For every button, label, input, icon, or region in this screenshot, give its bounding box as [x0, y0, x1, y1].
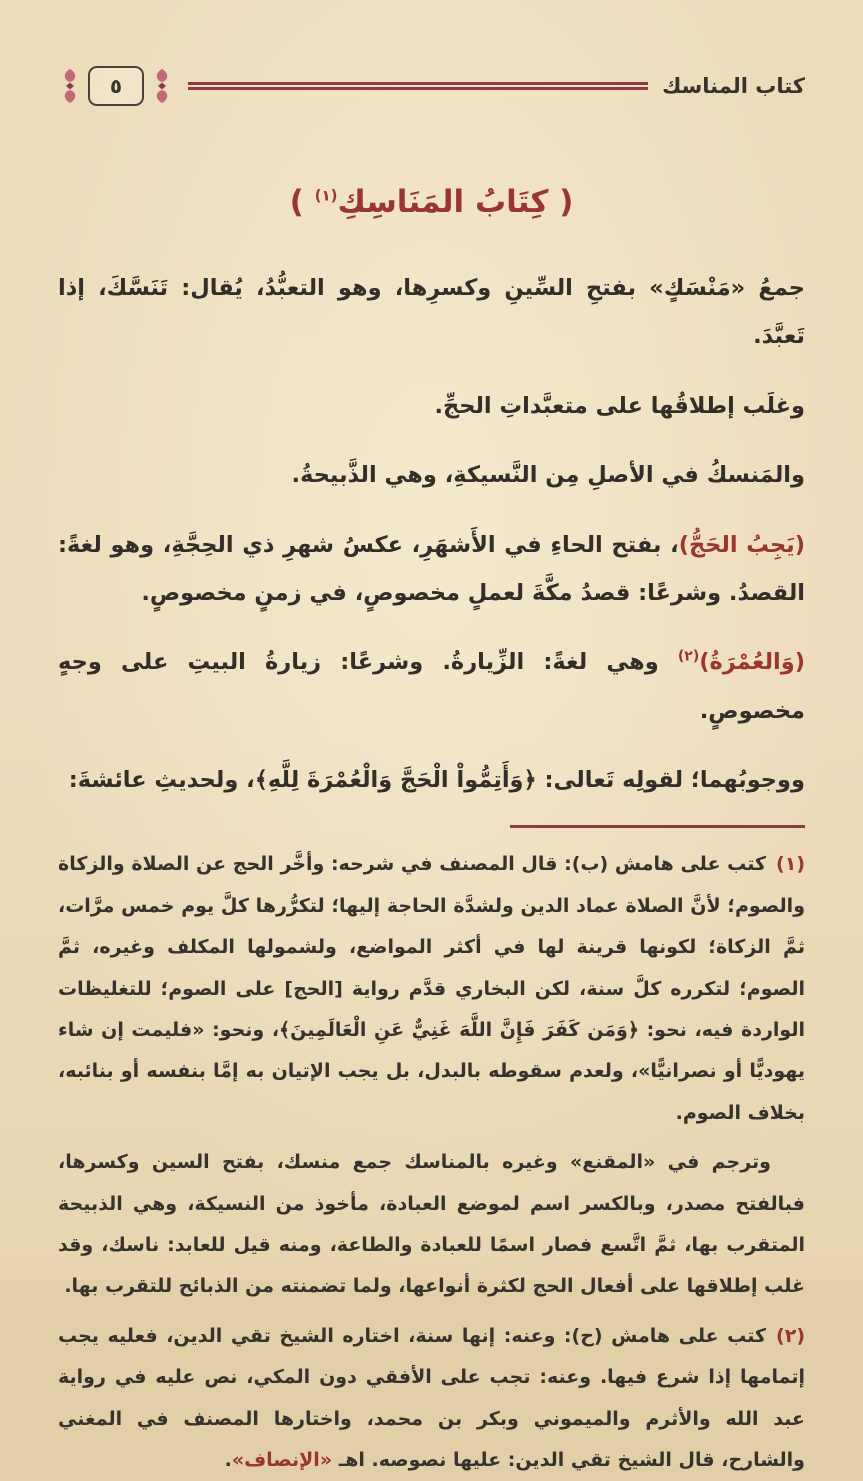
page-header — [58, 66, 805, 106]
paragraph: والمَنسكُ في الأصلِ مِن النَّسيكةِ، وهي الذَّبيحةُ. — [291, 462, 805, 489]
title-close-paren: ) — [289, 184, 315, 220]
footnote-paragraph — [58, 1316, 805, 1481]
footnote-2 — [58, 1316, 805, 1481]
footnotes-section — [58, 844, 805, 1481]
paragraph: جمعُ «مَنْسَكٍ» بفتحِ السِّينِ وكسرِها، وهو التعبُّدُ، يُقال: تَنَسَّكَ، إذا تَعبَّدَ. — [58, 275, 805, 350]
footnote-paragraph: وترجم في «المقنع» وغيره بالمناسك جمع منسك، بفتح السين وكسرها، فبالفتح مصدر، وبالكسر اسم لموضع العبادة، مأخوذ من النسيكة، وهي الذبيحة المتقرب بها، ثمَّ اتَّسع فصار اسمًا للعبادة والطاعة، ومنه قيل للعابد: ناسك، وقد غلب إطلاقها على أفعال الحج لكثرة أنواعها، ولما تضمنته من الذبائح للتقرب بها. — [58, 1151, 805, 1298]
paragraph-text: وهي لغةً: الزِّيارةُ. وشرعًا: زيارةُ البيتِ على وجهٍ مخصوصٍ. — [58, 649, 805, 724]
chapter-title — [58, 184, 805, 220]
keyword-red: (يَجِبُ الحَجُّ) — [678, 531, 805, 558]
paragraph: وغلَب إطلاقُها على متعبَّداتِ الحجِّ. — [434, 392, 805, 419]
main-text — [58, 264, 805, 804]
footnote-separator-rule — [510, 825, 805, 828]
footnote-text: كتب على هامش (ب): قال المصنف في شرحه: وأخَّر الحج عن الصلاة والزكاة والصوم؛ لأنَّ الصلاة عماد الدين ولشدَّة الحاجة إليها؛ لتكرُّرها كلَّ يوم خمس مرَّات، ثمَّ الزكاة؛ لكونها قرينة لها في أكثر المواضع، ولشمولها المكلف وغيره، ثمَّ الصوم؛ لتكرره كلَّ سنة، لكن البخاري قدَّم رواية [الحج] على الصوم؛ للتغليظات الواردة فيه، نحو: ﴿وَمَن كَفَرَ فَإِنَّ اللَّهَ غَنِيٌّ عَنِ الْعَالَمِينَ﴾، ونحو: «فليمت إن شاء يهوديًّا أو نصرانيًّا»، ولعدم سقوطه بالبدل، بل يجب الإتيان به إمَّا بنفسه أو بنائبه، بخلاف الصوم. — [58, 853, 805, 1124]
paragraph — [58, 638, 805, 735]
footnote-ref-2: (٢) — [677, 648, 700, 665]
paragraph-text: ، بفتح الحاءِ في الأَشهَرِ، عكسُ شهرِ ذي الحِجَّةِ، وهو لغةً: القصدُ. وشرعًا: قصدُ مكَّةَ لعملٍ مخصوصٍ، في زمنٍ مخصوصٍ. — [58, 531, 805, 606]
footnote-paragraph — [58, 844, 805, 1134]
keyword-red: (وَالعُمْرَةُ) — [699, 649, 805, 676]
floral-ornament-icon — [58, 66, 82, 106]
title-text: كِتَابُ المَنَاسِكِ — [337, 184, 549, 220]
footnote-text: . — [224, 1449, 232, 1472]
running-title: كتاب المناسك — [662, 74, 805, 98]
title-open-paren: ( — [548, 184, 574, 220]
footnote-text: كتب على هامش (ح): وعنه: إنها سنة، اختاره الشيخ تقي الدين، فعليه يجب إتمامها إذا شرع فيها. وعنه: تجب على الأفقي دون المكي، نص عليه في رواية عبد الله والأثرم والميموني وبكر بن محمد، واختارها المصنف في المغني والشارح، قال الشيخ تقي الدين: عليها نصوصه. اهـ — [58, 1324, 805, 1472]
book-title-red: «الإنصاف» — [231, 1449, 333, 1472]
floral-ornament-icon — [150, 66, 174, 106]
footnote-marker: (٢) — [776, 1324, 805, 1347]
header-double-rule — [188, 82, 648, 90]
footnote-1 — [58, 844, 805, 1307]
paragraph: ووجوبُهما؛ لقولِه تَعالى: ﴿وَأَتِمُّواْ الْحَجَّ وَالْعُمْرَةَ لِلَّهِ﴾، ولحديثِ عائشةَ: — [68, 767, 805, 793]
footnote-ref-1: (١) — [314, 186, 338, 205]
paragraph — [58, 521, 805, 618]
footnote-marker: (١) — [776, 853, 805, 876]
page-number-ornament — [58, 66, 174, 106]
page-number: ٥ — [88, 66, 144, 106]
